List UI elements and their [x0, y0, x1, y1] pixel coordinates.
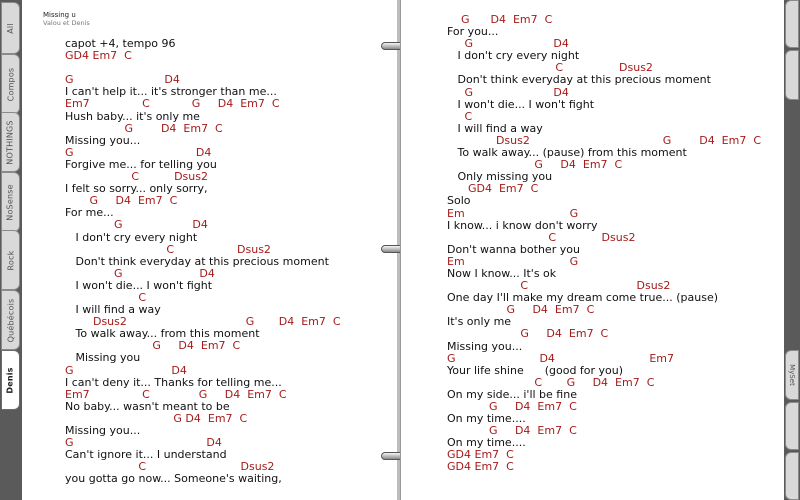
lyric-line: Your life shine (good for you) — [447, 363, 624, 377]
lyric-line: Don't think everyday at this precious moment — [447, 73, 711, 87]
chord-line: G D4 Em7 — [447, 351, 674, 365]
right-tab-blank[interactable] — [785, 0, 799, 48]
right-page[interactable] — [400, 0, 784, 500]
left-page[interactable] — [22, 0, 398, 500]
chord-line: G D4 Em7 C — [447, 327, 609, 341]
lyric-line: I will find a way — [65, 303, 161, 317]
lyric-line: I can't help it... it's stronger than me... — [65, 85, 277, 99]
tab-qu-b-cois[interactable] — [1, 290, 20, 350]
chord-line: G D4 — [65, 145, 212, 159]
lyric-line: Don't think everyday at this precious moment — [65, 254, 329, 268]
chord-line: C Dsus2 — [65, 170, 208, 184]
lyric-line: Only missing you — [447, 170, 553, 184]
chord-line: G D4 — [65, 73, 180, 87]
lyric-line: On my time.... — [447, 436, 526, 450]
lyric-line: capot +4, tempo 96 — [65, 37, 176, 50]
lyric-line: Missing you... — [447, 339, 523, 353]
chord-line: G D4 Em7 C — [65, 194, 178, 208]
chord-line: G D4 — [65, 218, 208, 232]
lyric-line: I know... i know don't worry — [447, 218, 598, 232]
lyric-line: Missing you — [65, 351, 141, 365]
lyric-line: To walk away... from this moment — [65, 327, 260, 341]
lyric-line: On my side... i'll be fine — [447, 387, 577, 401]
chord-line: Em G — [447, 254, 579, 268]
lyric-line: I don't cry every night — [65, 230, 198, 244]
song-artist: Valou et Denis — [43, 19, 90, 27]
song-title: Missing u — [43, 11, 76, 19]
right-page-lyrics — [447, 14, 761, 474]
chord-line: Dsus2 G D4 Em7 C — [447, 133, 762, 147]
lyric-line: you gotta go now... Someone's waiting, — [65, 472, 282, 486]
lyric-line: I don't cry every night — [447, 49, 580, 63]
right-tab-blank[interactable] — [785, 402, 799, 450]
lyric-line: I will find a way — [447, 121, 543, 135]
tab-label: All — [6, 22, 15, 34]
chord-line: C Dsus2 — [65, 242, 271, 256]
tab-label: NOTHINGS — [6, 119, 15, 165]
lyric-line: For me... — [65, 206, 114, 220]
chord-line: G D4 — [65, 363, 187, 377]
tab-rock[interactable] — [1, 230, 20, 290]
tab-label: NoSense — [6, 183, 16, 221]
tab-label: Denis — [6, 366, 16, 394]
chord-line: G D4 — [447, 37, 569, 51]
chord-line: G D4 Em7 C — [447, 158, 623, 172]
lyric-line: It's only me — [447, 315, 512, 329]
left-page-lyrics — [65, 38, 341, 485]
tab-label: MySet — [788, 364, 796, 386]
chord-line: C G D4 Em7 C — [447, 375, 655, 389]
chord-line: G D4 Em7 C — [447, 400, 577, 413]
tab-label: Compos — [6, 67, 15, 101]
chord-line: GD4 Em7 C — [447, 460, 514, 474]
lyric-line: Now I know... It's ok — [447, 266, 557, 280]
chord-line: G D4 — [447, 85, 569, 99]
tab-label: Rock — [6, 250, 15, 270]
lyric-line: I won't die... I won't fight — [65, 278, 213, 292]
right-tabs — [784, 0, 800, 500]
tab-nothings[interactable] — [1, 112, 20, 172]
chord-line: G D4 Em7 C — [65, 339, 241, 353]
chord-line: Em7 C G D4 Em7 C — [65, 97, 280, 111]
chord-line: G D4 — [65, 266, 215, 280]
lyric-line: To walk away... (pause) from this moment — [447, 146, 687, 160]
chord-line: Em7 C G D4 Em7 C — [65, 387, 287, 401]
chord-line: G D4 Em7 C — [447, 424, 577, 438]
chord-line: C Dsus2 — [447, 230, 636, 244]
lyric-line: Missing you... — [65, 133, 141, 147]
tab-myset[interactable] — [785, 350, 799, 400]
chord-line: C Dsus2 — [447, 279, 671, 293]
chord-line: C Dsus2 — [65, 460, 275, 474]
chord-line: G D4 — [65, 436, 222, 450]
lyric-line: Solo — [447, 194, 471, 208]
lyric-line: Can't ignore it... I understand — [65, 448, 227, 462]
chord-line: G D4 Em7 C — [447, 303, 595, 317]
lyric-line: For you... — [447, 25, 499, 39]
right-tab-blank[interactable] — [785, 452, 799, 500]
tab-nosense[interactable] — [1, 172, 20, 232]
right-tab-blank[interactable] — [785, 50, 799, 100]
chord-line: G D4 Em7 C — [65, 121, 223, 135]
chord-line: Em G — [447, 206, 579, 220]
lyric-line: I felt so sorry... only sorry, — [65, 182, 208, 196]
category-tabs — [0, 0, 22, 500]
lyric-line: No baby... wasn't meant to be — [65, 399, 230, 413]
lyric-line: One day I'll make my dream come true... (pause) — [447, 291, 718, 305]
chord-line: GD4 Em7 C — [447, 448, 514, 462]
lyric-line: On my time.... — [447, 412, 526, 426]
tab-compos[interactable] — [1, 54, 20, 114]
lyric-line: Missing you... — [65, 424, 141, 437]
chord-line: GD4 Em7 C — [447, 182, 539, 196]
chord-line: C Dsus2 — [447, 61, 653, 75]
chord-line: GD4 Em7 C — [65, 49, 132, 63]
tab-label: Québécois — [6, 298, 15, 342]
chord-line: G D4 Em7 C — [447, 13, 553, 26]
tab-denis[interactable] — [1, 350, 20, 410]
lyric-line: I can't deny it... Thanks for telling me... — [65, 375, 282, 389]
tab-all[interactable] — [1, 2, 20, 54]
chord-line: G D4 Em7 C — [65, 411, 248, 425]
lyric-line: Hush baby... it's only me — [65, 109, 200, 123]
chord-line: C — [65, 290, 147, 304]
lyric-line: I won't die... I won't fight — [447, 97, 595, 111]
chord-line: C — [447, 109, 473, 123]
chord-line: Dsus2 G D4 Em7 C — [65, 315, 341, 329]
lyric-line: Don't wanna bother you — [447, 242, 580, 256]
lyric-line: Forgive me... for telling you — [65, 157, 217, 171]
